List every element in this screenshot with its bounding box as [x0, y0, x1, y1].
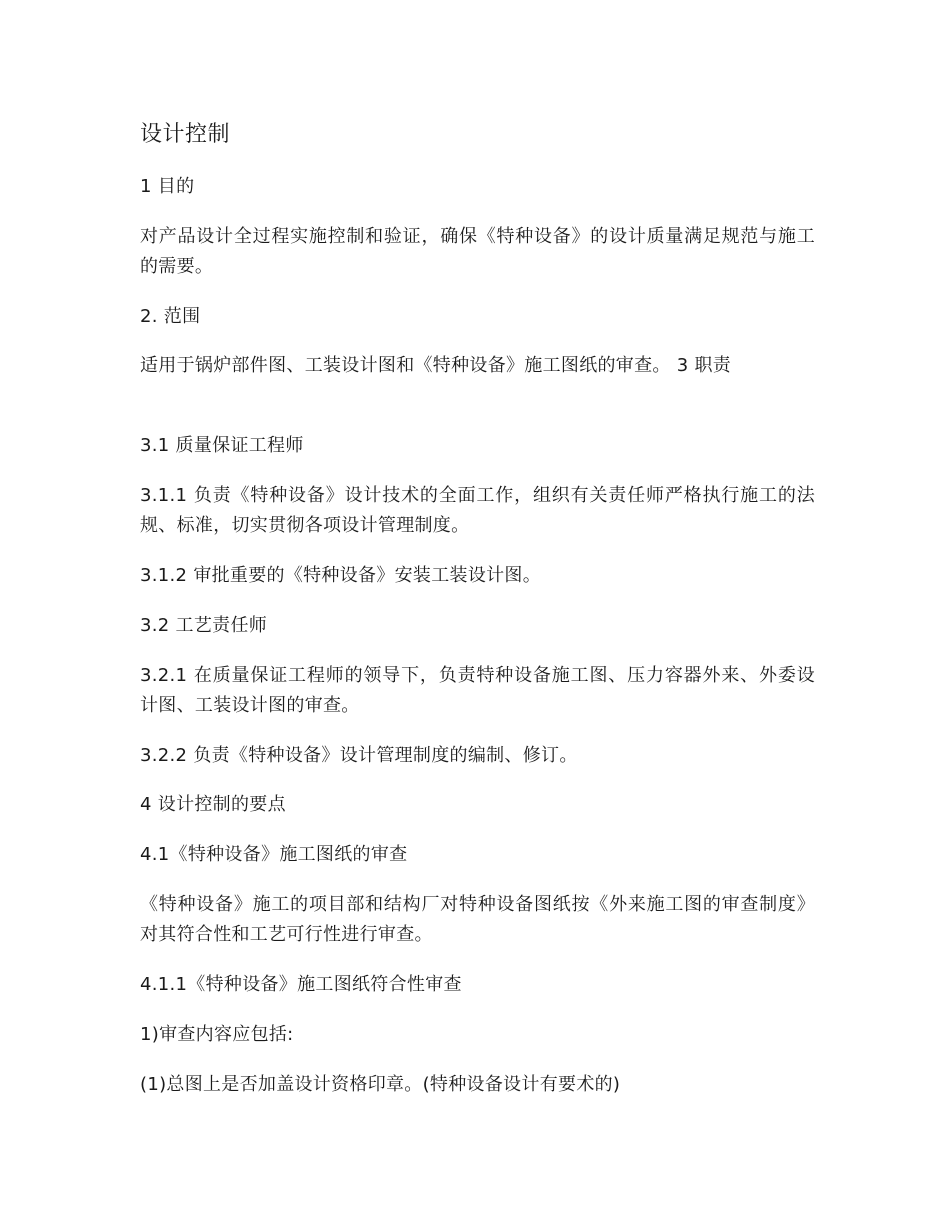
paragraph-4-1: 《特种设备》施工的项目部和结构厂对特种设备图纸按《外来施工图的审查制度》对其符合性和工艺可行性进行审查。	[140, 894, 815, 945]
paragraph-purpose: 对产品设计全过程实施控制和验证，确保《特种设备》的设计质量满足规范与施工的需要。	[140, 226, 815, 277]
paragraph-scope: 适用于锅炉部件图、工装设计图和《特种设备》施工图纸的审查。 3 职责	[140, 355, 732, 376]
section-heading-4-1: 4.1《特种设备》施工图纸的审查	[140, 844, 408, 865]
section-heading-3-1: 3.1 质量保证工程师	[140, 435, 304, 456]
section-heading-scope: 2. 范围	[140, 306, 201, 327]
section-heading-purpose: 1 目的	[140, 176, 195, 197]
section-heading-3-2: 3.2 工艺责任师	[140, 615, 268, 636]
section-heading-4-1-1: 4.1.1《特种设备》施工图纸符合性审查	[140, 974, 462, 995]
paragraph-review-content: 1)审查内容应包括:	[140, 1024, 294, 1045]
paragraph-3-1-1: 3.1.1 负责《特种设备》设计技术的全面工作，组织有关责任师严格执行施工的法规、标准，切实贯彻各项设计管理制度。	[140, 485, 815, 536]
document-title: 设计控制	[140, 122, 231, 147]
section-heading-4: 4 设计控制的要点	[140, 794, 286, 815]
paragraph-3-2-2: 3.2.2 负责《特种设备》设计管理制度的编制、修订。	[140, 745, 578, 766]
paragraph-3-2-1: 3.2.1 在质量保证工程师的领导下，负责特种设备施工图、压力容器外来、外委设计图、工装设计图的审查。	[140, 665, 815, 716]
paragraph-review-item-1: (1)总图上是否加盖设计资格印章。(特种设备设计有要术的)	[140, 1074, 621, 1095]
paragraph-3-1-2: 3.1.2 审批重要的《特种设备》安装工装设计图。	[140, 565, 542, 586]
